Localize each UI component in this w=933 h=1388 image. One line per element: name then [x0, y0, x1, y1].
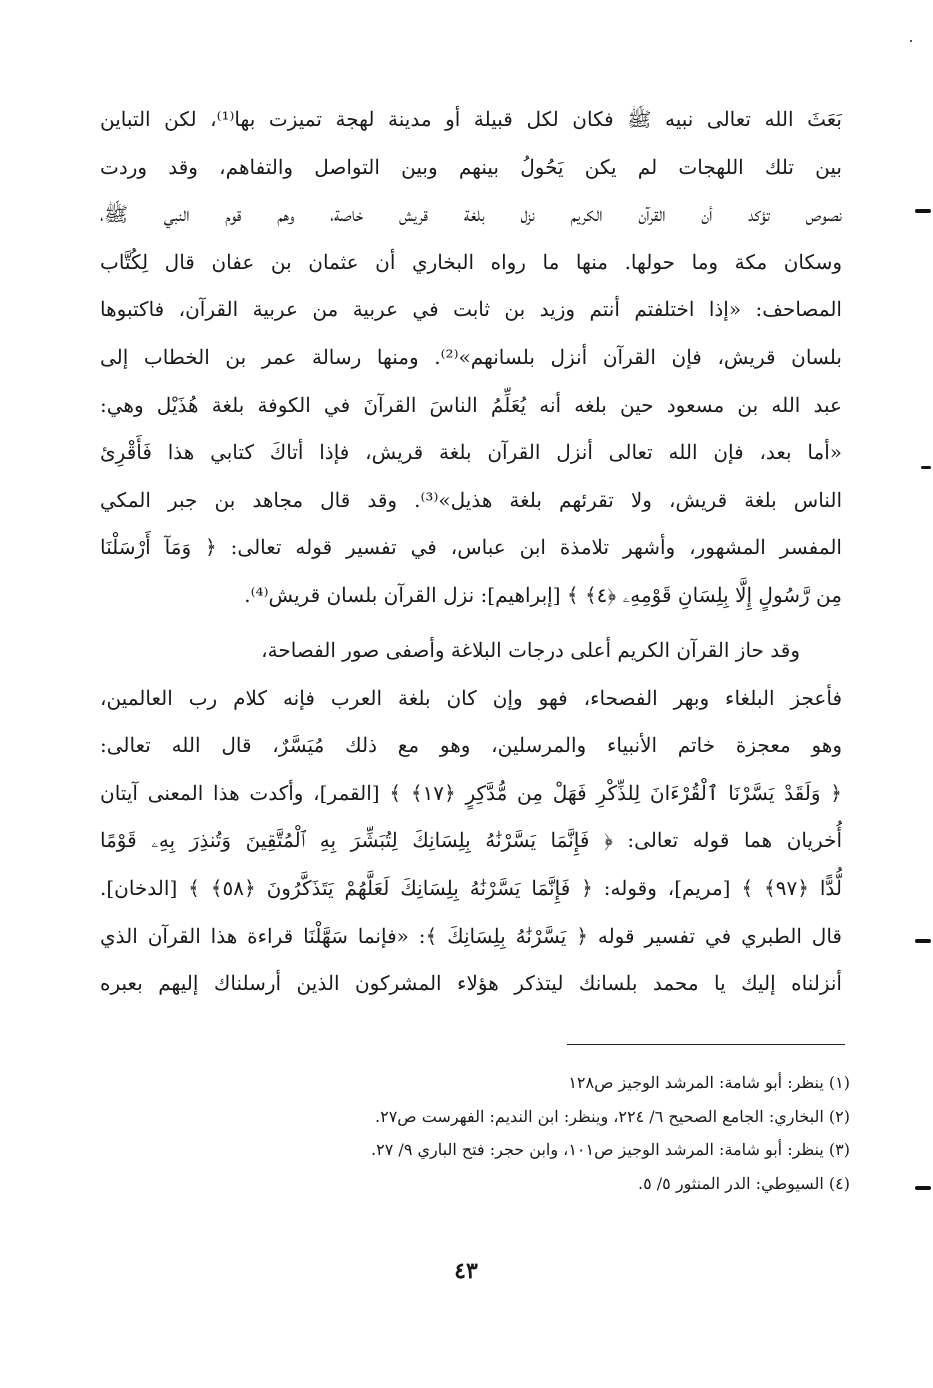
text-line: وسكان مكة وما حولها. منها ما رواه البخاري أن عثمان بن عفان قال لِكُتَّاب — [100, 249, 842, 274]
footnote: (١) ينظر: أبو شامة: المرشد الوجيز ص١٢٨ — [568, 1073, 850, 1092]
footnote: (٤) السيوطي: الدر المنثور ٥/ ٥. — [637, 1173, 850, 1193]
text-line: وهو معجزة خاتم الأنبياء والمرسلين، وهو مع ذلك مُيَسَّرٌ، قال الله تعالى: — [100, 733, 842, 758]
paragraph-2 — [100, 627, 842, 1008]
scan-edge-mark — [915, 209, 931, 213]
footnote: (٣) ينظر: أبو شامة: المرشد الوجيز ص١٠١، وابن حجر: فتح الباري ٩/ ٢٧. — [371, 1140, 850, 1159]
text-line: الناس بلغة قريش، ولا تقرئهم بلغة هذيل»⁽³⁾. وقد قال مجاهد بن جبر المكي — [100, 487, 842, 512]
text-line: المصاحف: «إذا اختلفتم أنتم وزيد بن ثابت في عربية من عربية القرآن، فاكتبوها — [100, 297, 842, 322]
text-line: لُّدًّا ﴿٩٧﴾ ﴾ [مريم]، وقوله: ﴿ فَإِنَّمَا يَسَّرْنَٰهُ بِلِسَانِكَ لَعَلَّهُمْ يَتَذَكَّرُونَ ﴿٥٨﴾ ﴾ [الدخان]. — [100, 875, 842, 900]
text-line: بَعَثَ الله تعالى نبيه ﷺ فكان لكل قبيلة أو مدينة لهجة تميزت بها⁽¹⁾، لكن التباين — [100, 107, 842, 131]
text-line: عبد الله بن مسعود حين بلغه أنه يُعَلِّمُ الناسَ القرآنَ في الكوفة بلغة هُذَيْل وهي: — [100, 392, 842, 417]
text-line: ﴿ وَلَقَدْ يَسَّرْنَا ٱلْقُرْءَانَ لِلذِّكْرِ فَهَلْ مِن مُّدَّكِرٍ ﴿١٧﴾ ﴾ [القمر]، وأكدت هذا المعنى آيتان — [100, 780, 842, 805]
text-line: نصوص تؤكد أن القرآن الكريم نزل بلغة قريش خاصة، وهم قوم النبي ﷺ، — [100, 202, 842, 227]
text-line: أنزلناه إليك يا محمد بلسانك ليتذكر هؤلاء المشركون الذين أرسلناك إليهم بعبره — [100, 971, 842, 996]
text-line: بلسان قريش، فإن القرآن أنزل بلسانهم»⁽²⁾. ومنها رسالة عمر بن الخطاب إلى — [100, 344, 842, 369]
text-line: فأعجز البلغاء وبهر الفصحاء، فهو وإن كان بلغة العرب فإنه كلام رب العالمين، — [100, 685, 842, 710]
scan-edge-mark — [921, 466, 931, 469]
text-line: المفسر المشهور، وأشهر تلامذة ابن عباس، في تفسير قوله تعالى: ﴿ وَمَآ أَرْسَلْنَا — [100, 535, 842, 560]
footnote-separator — [567, 1044, 845, 1045]
text-line: مِن رَّسُولٍ إِلَّا بِلِسَانِ قَوْمِهِۦ ﴿٤﴾ ﴾ [إبراهيم]: نزل القرآن بلسان قريش⁽⁴⁾. — [244, 582, 842, 607]
scan-edge-mark — [915, 1186, 931, 1190]
scan-edge-mark — [915, 939, 931, 943]
page-number: ٤٣ — [454, 1258, 478, 1284]
text-line: بين تلك اللهجات لم يكن يَحُولُ بينهم وبين التواصل والتفاهم، وقد وردت — [100, 154, 842, 179]
footnotes — [100, 1066, 850, 1200]
paragraph-1 — [100, 96, 842, 620]
text-line: قال الطبري في تفسير قوله ﴿ يَسَّرْنَٰهُ بِلِسَانِكَ ﴾: «فإنما سَهَّلْنَا قراءة هذا القرآن الذي — [100, 923, 842, 948]
footnote: (٢) البخاري: الجامع الصحيح ٦/ ٢٢٤، وينظر: ابن النديم: الفهرست ص٢٧. — [375, 1106, 850, 1126]
text-line: وقد حاز القرآن الكريم أعلى درجات البلاغة وأصفى صور الفصاحة، — [261, 638, 800, 662]
scan-speck — [910, 40, 912, 42]
text-line: «أما بعد، فإن الله تعالى أنزل القرآن بلغة قريش، فإذا أتاكَ كتابي هذا فَأَقْرِئ — [100, 440, 842, 465]
text-line: أُخريان هما قوله تعالى: ﴿ فَإِنَّمَا يَسَّرْنَٰهُ بِلِسَانِكَ لِتُبَشِّرَ بِهِ ٱلْمُتَّقِينَ وَتُنذِرَ بِهِۦ قَوْمًا — [100, 828, 842, 853]
